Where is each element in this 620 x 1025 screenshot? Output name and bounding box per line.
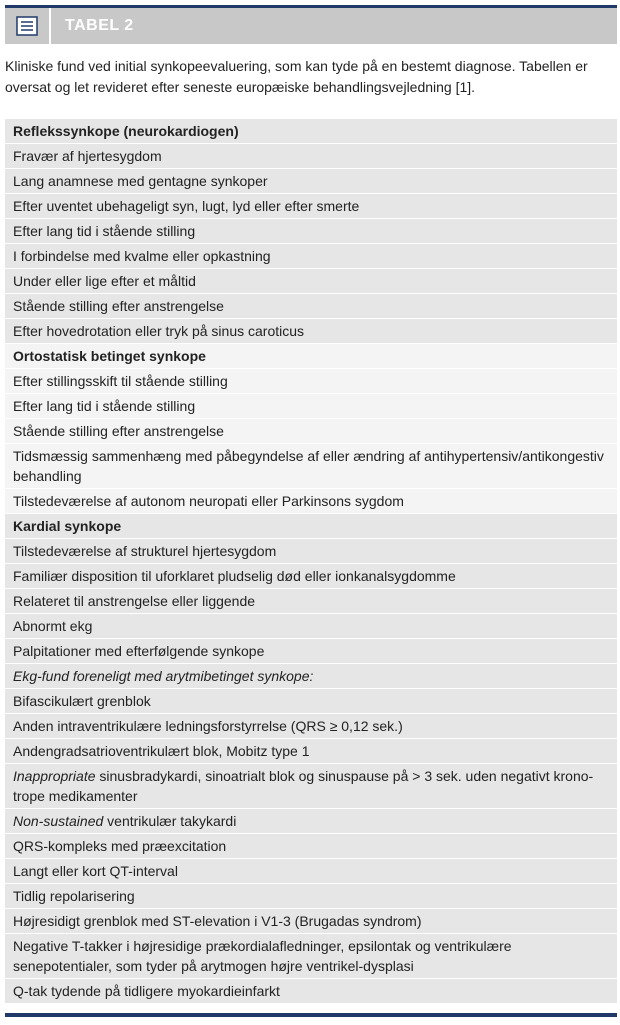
- section-heading: Reflekssynkope (neurokardiogen): [5, 119, 617, 144]
- list-item: Relateret til anstrengelse eller liggende: [5, 589, 617, 614]
- list-item: Abnormt ekg: [5, 614, 617, 639]
- list-item: Palpitationer med efterfølgende synkope: [5, 639, 617, 664]
- section-heading: Kardial synkope: [5, 514, 617, 539]
- list-item: Efter stillingsskift til stående stilling: [5, 369, 617, 394]
- table-header-bar: [5, 8, 617, 44]
- section-ecg-findings: [5, 664, 617, 1004]
- list-item: Efter uventet ubehageligt syn, lugt, lyd eller efter smerte: [5, 194, 617, 219]
- list-item: Anden intraventrikulære ledningsforstyrrelse (QRS ≥ 0,12 sek.): [5, 714, 617, 739]
- list-item: Tilstedeværelse af autonom neuropati eller Parkinsons sygdom: [5, 489, 617, 514]
- findings-table: [5, 119, 617, 1004]
- italic-term: Non-sustained: [13, 813, 104, 829]
- list-item: [5, 764, 617, 809]
- list-item: Stående stilling efter anstrengelse: [5, 419, 617, 444]
- table-caption: Kliniske fund ved initial synkopeevaluering, som kan tyde på en bestemt diagnose. Tabellen er oversat og let revideret efter seneste europæiske behandlingsvejledning [1].: [5, 58, 588, 95]
- list-item: Bifascikulært grenblok: [5, 689, 617, 714]
- list-item: Tidlig repolarisering: [5, 884, 617, 909]
- list-item-text: sinusbradykardi, sinoatrialt blok og sinuspause på > 3 sek. uden negativt krono-trope medikamenter: [13, 768, 594, 804]
- section-orthostatic-syncope: [5, 344, 617, 514]
- list-item: Under eller lige efter et måltid: [5, 269, 617, 294]
- list-item: Højresidigt grenblok med ST-elevation i V1-3 (Brugadas syndrom): [5, 909, 617, 934]
- italic-term: Inappropriate: [13, 768, 96, 784]
- table-title: TABEL 2: [65, 17, 134, 34]
- list-item: QRS-kompleks med præexcitation: [5, 834, 617, 859]
- list-item: Stående stilling efter anstrengelse: [5, 294, 617, 319]
- section-subheading: Ekg-fund foreneligt med arytmibetinget synkope:: [5, 664, 617, 689]
- list-item: Lang anamnese med gentagne synkoper: [5, 169, 617, 194]
- list-item: Efter lang tid i stående stilling: [5, 219, 617, 244]
- list-item: Tilstedeværelse af strukturel hjertesygdom: [5, 539, 617, 564]
- list-item: Negative T-takker i højresidige prækordialafledninger, epsilontak og ventrikulære senepotentialer, som tyder på arytmogen højre ventrikel-dysplasi: [5, 934, 617, 979]
- list-item: Efter lang tid i stående stilling: [5, 394, 617, 419]
- section-cardiac-syncope: [5, 514, 617, 664]
- document-list-icon: [5, 8, 51, 44]
- section-reflex-syncope: [5, 119, 617, 344]
- bottom-rule: [5, 1013, 617, 1017]
- section-heading: Ortostatisk betinget synkope: [5, 344, 617, 369]
- list-item: Andengradsatrioventrikulært blok, Mobitz type 1: [5, 739, 617, 764]
- list-item: Tidsmæssig sammenhæng med påbegyndelse af eller ændring af antihypertensiv/antikongestiv behandling: [5, 444, 617, 489]
- list-item: Efter hovedrotation eller tryk på sinus caroticus: [5, 319, 617, 344]
- list-item: Familiær disposition til uforklaret pludselig død eller ionkanalsygdomme: [5, 564, 617, 589]
- list-item: Q-tak tydende på tidligere myokardieinfarkt: [5, 979, 617, 1004]
- list-item: Langt eller kort QT-interval: [5, 859, 617, 884]
- list-item: [5, 809, 617, 834]
- list-item: Fravær af hjertesygdom: [5, 144, 617, 169]
- list-item-text: ventrikulær takykardi: [103, 813, 237, 829]
- list-item: I forbindelse med kvalme eller opkastning: [5, 244, 617, 269]
